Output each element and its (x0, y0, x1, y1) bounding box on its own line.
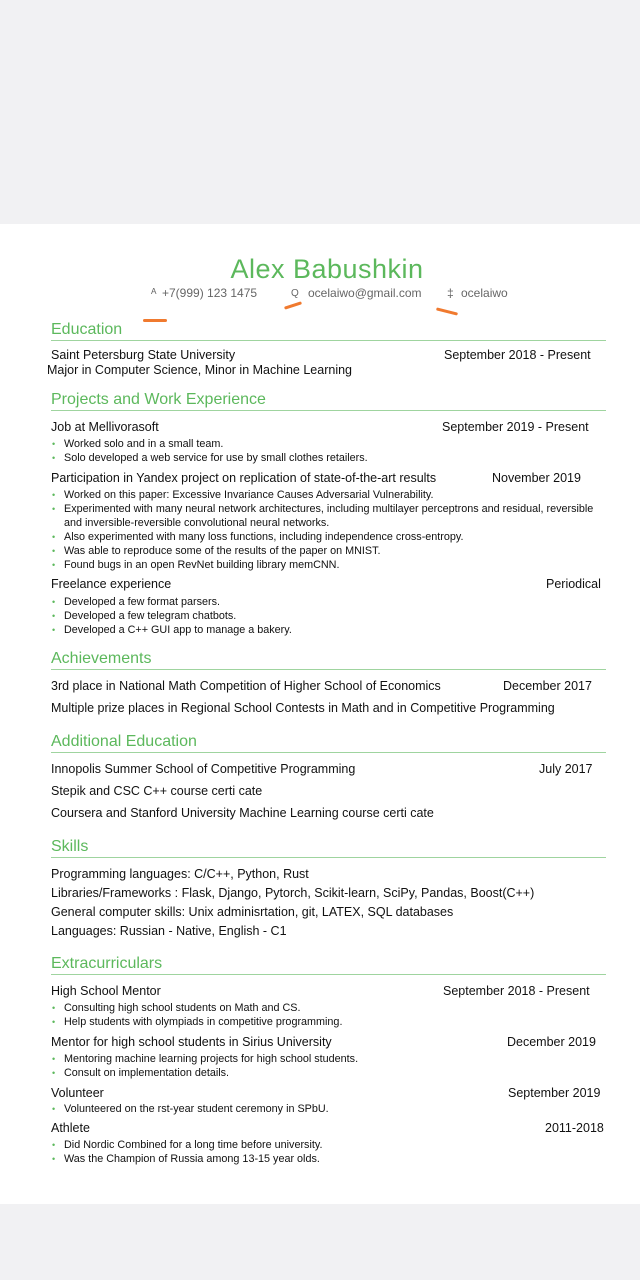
section-title-education: Education (51, 321, 123, 338)
section-title-additional-education: Additional Education (51, 733, 197, 750)
section-title-skills: Skills (51, 838, 89, 855)
section-divider (51, 669, 606, 670)
github-icon: ‡ (447, 286, 454, 300)
education-major: Major in Computer Science, Minor in Machine Learning (47, 363, 353, 377)
bullet-item: • Consulting high school students on Math and CS. (52, 1002, 301, 1014)
education-school: Saint Petersburg State University (51, 348, 236, 362)
bullet-continuation: and inversible-reversible convolutional neural networks. (64, 517, 330, 529)
additional-education-dates: July 2017 (539, 762, 593, 776)
section-divider (51, 340, 606, 341)
bullet-item: • Was able to reproduce some of the results of the paper on MNIST. (52, 545, 381, 557)
bullet-item: • Also experimented with many loss functions, including independence cross-entropy. (52, 531, 464, 543)
email-link[interactable]: ocelaiwo@gmail.com (308, 286, 422, 300)
bullet-item: • Worked on this paper: Excessive Invariance Causes Adversarial Vulnerability. (52, 489, 434, 501)
section-divider (51, 752, 606, 753)
bullet-item: • Mentoring machine learning projects for high school students. (52, 1053, 359, 1065)
section-title-achievements: Achievements (51, 650, 152, 667)
achievement-item: Multiple prize places in Regional School Contests in Math and in Competitive Programming (51, 701, 555, 715)
github-link[interactable]: ocelaiwo (461, 286, 508, 300)
section-title-extracurriculars: Extracurriculars (51, 955, 163, 972)
section-divider (51, 857, 606, 858)
activity-dates: 2011-2018 (545, 1121, 604, 1135)
top-margin (0, 0, 640, 224)
project-title: Participation in Yandex project on replication of state-of-the-art results (51, 471, 437, 485)
annotation-underline (436, 307, 458, 315)
email-icon: Q (291, 288, 299, 299)
bullet-item: • Volunteered on the rst-year student ceremony in SPbU. (52, 1103, 329, 1115)
annotation-underline (284, 301, 302, 309)
additional-education-item: Coursera and Stanford University Machine Learning course certi cate (51, 806, 434, 820)
achievement-item: 3rd place in National Math Competition of Higher School of Economics (51, 679, 441, 693)
activity-title: Volunteer (51, 1086, 104, 1100)
section-divider (51, 410, 606, 411)
activity-title: Athlete (51, 1121, 90, 1135)
bullet-item: • Developed a few telegram chatbots. (52, 610, 237, 622)
skills-line: Libraries/Frameworks : Flask, Django, Pytorch, Scikit-learn, SciPy, Pandas, Boost(C++) (51, 886, 535, 900)
skills-line: Languages: Russian - Native, English - C1 (51, 924, 287, 938)
bullet-item: • Developed a few format parsers. (52, 596, 221, 608)
bullet-item: • Did Nordic Combined for a long time before university. (52, 1139, 323, 1151)
activity-title: High School Mentor (51, 984, 161, 998)
bullet-item: • Developed a C++ GUI app to manage a bakery. (52, 624, 292, 636)
activity-dates: September 2019 (508, 1086, 601, 1100)
activity-dates: September 2018 - Present (443, 984, 590, 998)
bullet-item: • Worked solo and in a small team. (52, 438, 224, 450)
skills-line: Programming languages: C/C++, Python, Rust (51, 867, 309, 881)
project-title: Freelance experience (51, 577, 172, 591)
annotation-underline (143, 319, 167, 322)
section-divider (51, 974, 606, 975)
project-dates: November 2019 (492, 471, 581, 485)
project-title: Job at Mellivorasoft (51, 420, 159, 434)
skills-line: General computer skills: Unix adminisrtation, git, LATEX, SQL databases (51, 905, 454, 919)
additional-education-item: Stepik and CSC C++ course certi cate (51, 784, 263, 798)
bullet-item: • Found bugs in an open RevNet building library memCNN. (52, 559, 340, 571)
candidate-name: Alex Babushkin (230, 254, 424, 284)
bullet-item: • Help students with olympiads in competitive programming. (52, 1016, 343, 1028)
bottom-margin (0, 1204, 640, 1280)
achievement-dates: December 2017 (503, 679, 592, 693)
resume-page (0, 224, 640, 1204)
education-dates: September 2018 - Present (444, 348, 591, 362)
project-dates: Periodical (546, 577, 601, 591)
project-dates: September 2019 - Present (442, 420, 589, 434)
section-title-projects: Projects and Work Experience (51, 391, 266, 408)
activity-title: Mentor for high school students in Sirius University (51, 1035, 332, 1049)
bullet-item: • Experimented with many neural network architectures, including multilayer perceptrons and residual, reversible (52, 503, 594, 515)
phone-icon: ᴬ (151, 286, 157, 300)
bullet-item: • Solo developed a web service for use by small clothes retailers. (52, 452, 368, 464)
activity-dates: December 2019 (507, 1035, 596, 1049)
bullet-item: • Consult on implementation details. (52, 1067, 230, 1079)
phone-number: +7(999) 123 1475 (162, 286, 258, 300)
bullet-item: • Was the Champion of Russia among 13-15 year olds. (52, 1153, 320, 1165)
additional-education-item: Innopolis Summer School of Competitive Programming (51, 762, 356, 776)
